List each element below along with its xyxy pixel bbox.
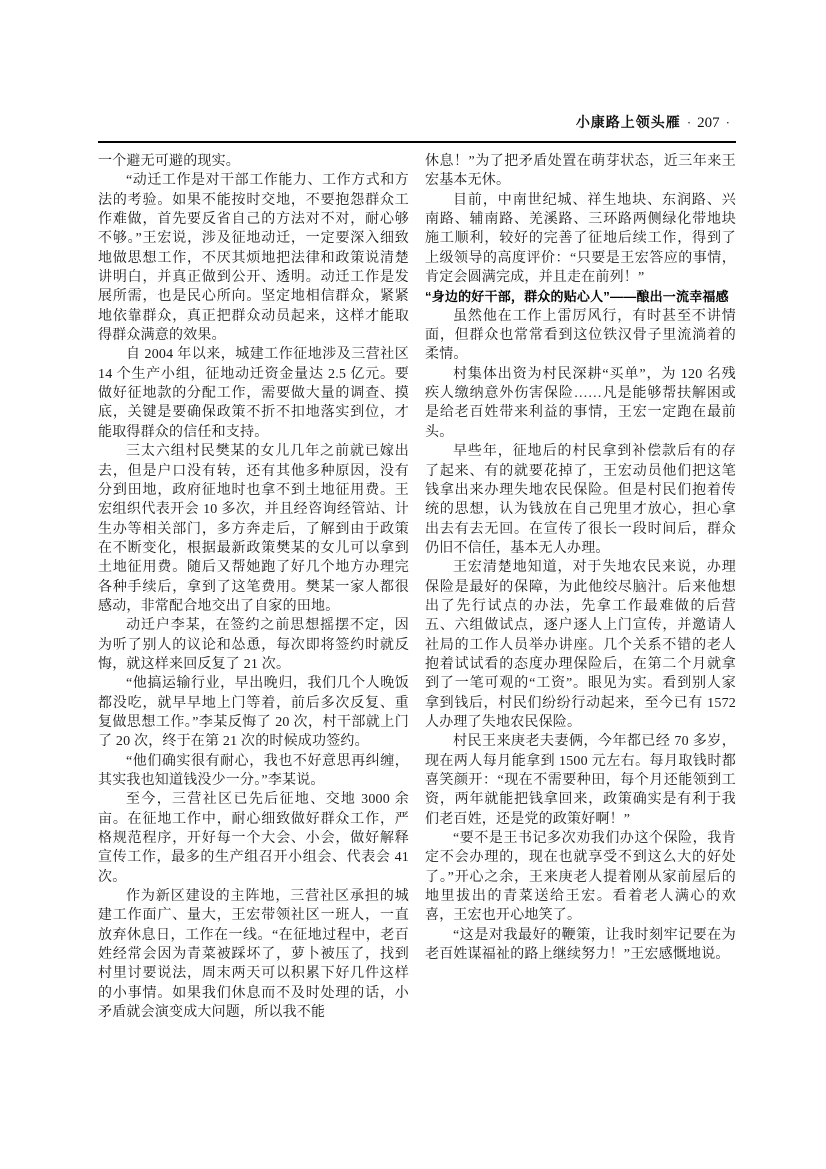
body-paragraph: 目前，中南世纪城、祥生地块、东润路、兴南路、辅南路、羌溪路、三环路两侧绿化带地块施工顺利，较好的完善了征地后续工作，得到了上级领导的高度评价：“只要是王宏答应的事情，肯定会圆满完成，并且走在前列！”: [425, 192, 736, 286]
body-paragraph: “这是对我最好的鞭策，让我时刻牢记要在为老百姓谋福祉的路上继续努力！”王宏感慨地说。: [425, 927, 736, 963]
body-paragraph: 三太六组村民樊某的女儿几年之前就已嫁出去，但是户口没有转，还有其他多种原因，没有分到田地，政府征地时也拿不到土地征用费。王宏组织代表开会 10 多次，并且经咨询经管站、计生办等相关部门，多方奔走后，了解到由于政策在不断变化，根据最新政策樊某的女儿可以拿到土地征用费。随后又帮她跑了好几个地方办理完各种手续后，拿到了这笔费用。樊某一家人都很感动，非常配合地交出了自家的田地。: [98, 444, 409, 614]
running-header-title: 小康路上领头雁: [575, 114, 681, 130]
body-paragraph: 早些年，征地后的村民拿到补偿款后有的存了起来、有的就要花掉了，王宏动员他们把这笔钱拿出来办理失地农民保险。但是村民们抱着传统的思想，认为钱放在自己兜里才放心，担心拿出去有去无回。在宣传了很长一段时间后，群众仍旧不信任，基本无人办理。: [425, 444, 736, 556]
text-column-right: [425, 152, 736, 1022]
body-paragraph: “动迁工作是对干部工作能力、工作方式和方法的考验。如果不能按时交地，不要抱怨群众工作难做，首先要反省自己的方法对不对，耐心够不够。”王宏说，涉及征地动迁，一定要深入细致地做思想工作，不厌其烦地把法律和政策说清楚讲明白，并真正做到公开、透明。动迁工作是发展所需，也是民心所向。坚定地相信群众，紧紧地依靠群众，真正把群众动员起来，这样才能取得群众满意的效果。: [98, 173, 409, 344]
section-heading: “身边的好干部，群众的贴心人”——酿出一流幸福感: [425, 289, 729, 305]
body-paragraph: 村集体出资为村民深耕“买单”，为 120 名残疾人缴纳意外伤害保险……凡是能够帮扶解困或是给老百姓带来利益的事情，王宏一定跑在最前头。: [425, 366, 736, 440]
body-paragraph: 村民王来庚老夫妻俩，今年都已经 70 多岁，现在两人每月能拿到 1500 元左右。每月取钱时都喜笑颜开：“现在不需要种田，每个月还能领到工资，两年就能把钱拿回来，政策确实是有利于我们老百姓，还是党的政策好啊！”: [425, 734, 736, 827]
body-paragraph: “他们确实很有耐心，我也不好意思再纠缠，其实我也知道钱没少一分。”李某说。: [98, 753, 409, 788]
continued-paragraph: 休息！”为了把矛盾处置在萌芽状态，近三年来王宏基本无休。: [425, 154, 736, 189]
body-paragraph: 至今，三营社区已先后征地、交地 3000 余亩。在征地工作中，耐心细致做好群众工作，严格规范程序，开好每一个大会、小会，做好解释宣传工作，最多的生产组召开小组会、代表会 41 次。: [98, 792, 409, 885]
header-dot-separator: ·: [686, 115, 692, 130]
header-rule: [98, 141, 736, 143]
body-paragraph: “要不是王书记多次劝我们办这个保险，我肯定不会办理的，现在也就享受不到这么大的好处了。”开心之余，王来庚老人提着刚从家前屋后的地里拔出的青菜送给王宏。看着老人满心的欢喜，王宏也开心地笑了。: [425, 831, 736, 924]
body-paragraph: 王宏清楚地知道，对于失地农民来说，办理保险是最好的保障，为此他绞尽脑汁。后来他想出了先行试点的办法，先拿工作最难做的后营五、六组做试点，逐户逐人上门宣传，并邀请人社局的工作人员举办讲座。几个关系不错的老人抱着试试看的态度办理保险后，在第二个月就拿到了一笔可观的“工资”。眼见为实。看到别人家拿到钱后，村民们纷纷行动起来，至今已有 1572 人办理了失地农民保险。: [425, 560, 736, 730]
header-dot-separator: ·: [725, 115, 730, 130]
text-column-left: [98, 152, 409, 1022]
page-number: 207: [697, 115, 720, 131]
body-paragraph: “他搞运输行业，早出晚归，我们几个人晚饭都没吃，就早早地上门等着，前后多次反复、重复做思想工作。”李某反悔了 20 次，村干部就上门了 20 次，终于在第 21 次的时候成功签约。: [98, 676, 409, 750]
body-paragraph: 虽然他在工作上雷厉风行，有时甚至不讲情面，但群众也常常看到这位铁汉骨子里流淌着的柔情。: [425, 308, 736, 363]
body-paragraph: 动迁户李某，在签约之前思想摇摆不定，因为听了别人的议论和怂恿，每次即将签约时就反悔，就这样来回反复了 21 次。: [98, 618, 409, 672]
body-paragraph: 自 2004 年以来，城建工作征地涉及三营社区 14 个生产小组，征地动迁资金量达 2.5 亿元。要做好征地款的分配工作，需要做大量的调查、摸底，关键是要确保政策不折不扣地落实到位，才能取得群众的信任和支持。: [98, 347, 409, 440]
body-paragraph: 作为新区建设的主阵地，三营社区承担的城建工作面广、量大，王宏带领社区一班人，一直放弃休息日，工作在一线。“在征地过程中，老百姓经常会因为青菜被踩坏了，萝卜被压了，找到村里讨要说法，周末两天可以积累下好几件这样的小事情。如果我们休息而不及时处理的话，小矛盾就会演变成大问题，所以我不能: [98, 889, 409, 1021]
running-header: [98, 113, 736, 133]
continued-paragraph: 一个避无可避的现实。: [98, 154, 240, 169]
text-columns: [98, 152, 736, 1022]
